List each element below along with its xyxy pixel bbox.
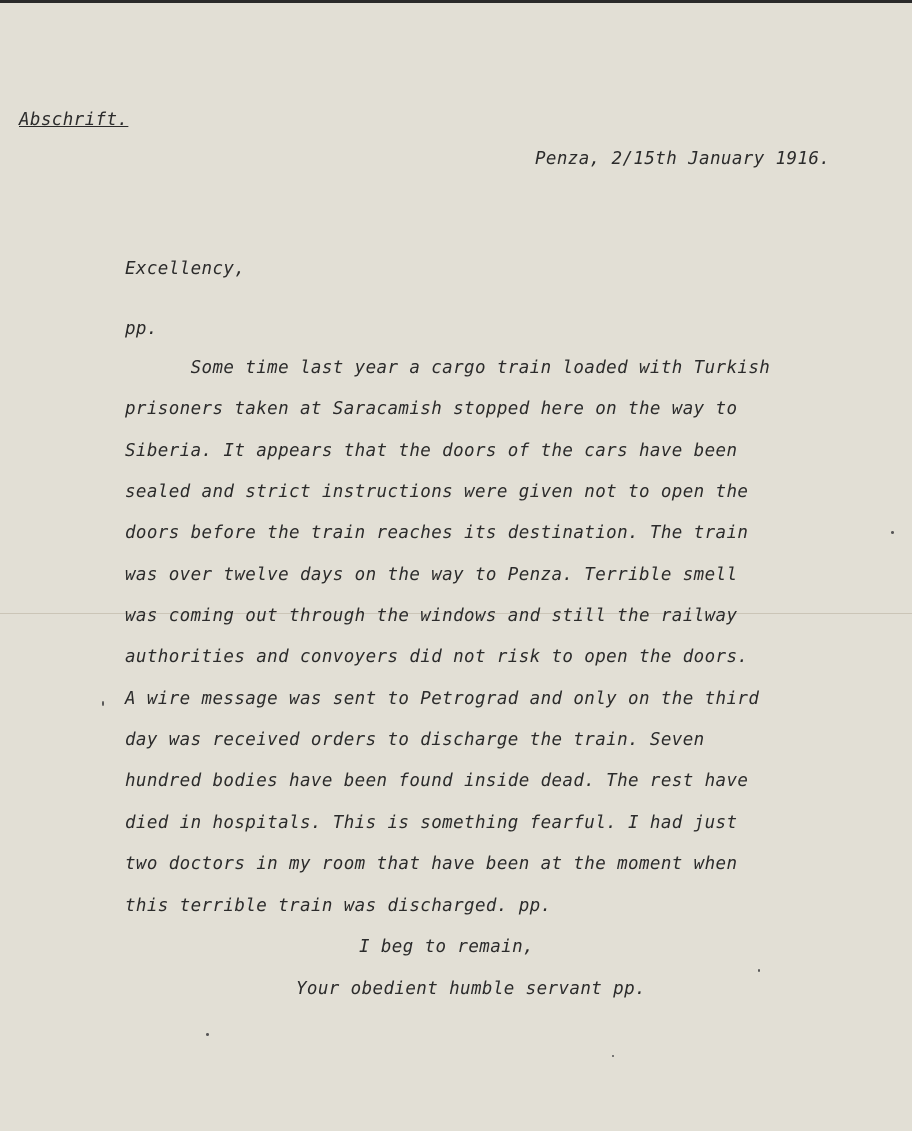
document-heading: Abschrift.	[19, 110, 129, 130]
body-line: day was received orders to discharge the train. Seven	[125, 730, 705, 750]
salutation: Excellency,	[125, 259, 246, 279]
body-line: A wire message was sent to Petrograd and only on the third	[125, 689, 760, 709]
closing-line: I beg to remain,	[359, 937, 534, 957]
body-line: Siberia. It appears that the doors of the cars have been	[125, 441, 738, 461]
body-line: this terrible train was discharged. pp.	[125, 896, 552, 916]
body-line: two doctors in my room that have been at the moment when	[125, 854, 738, 874]
signoff-line: Your obedient humble servant pp.	[296, 979, 646, 999]
body-line: hundred bodies have been found inside dead. The rest have	[125, 771, 749, 791]
body-line: authorities and convoyers did not risk to open the doors.	[125, 647, 749, 667]
body-line: died in hospitals. This is something fearful. I had just	[125, 813, 738, 833]
paper-speck	[891, 531, 894, 534]
opening-pp: pp.	[125, 319, 158, 339]
body-line: sealed and strict instructions were given not to open the	[125, 482, 749, 502]
body-line: was coming out through the windows and still the railway	[125, 606, 738, 626]
body-line: Some time last year a cargo train loaded with Turkish	[125, 358, 771, 378]
paper-speck	[102, 701, 104, 706]
body-line: prisoners taken at Saracamish stopped here on the way to	[125, 399, 738, 419]
paper-speck	[758, 969, 760, 972]
body-line: was over twelve days on the way to Penza. Terrible smell	[125, 565, 738, 585]
paper-speck	[206, 1033, 209, 1036]
dateline: Penza, 2/15th January 1916.	[535, 149, 831, 169]
paper-speck	[612, 1055, 614, 1057]
body-line: doors before the train reaches its destination. The train	[125, 523, 749, 543]
